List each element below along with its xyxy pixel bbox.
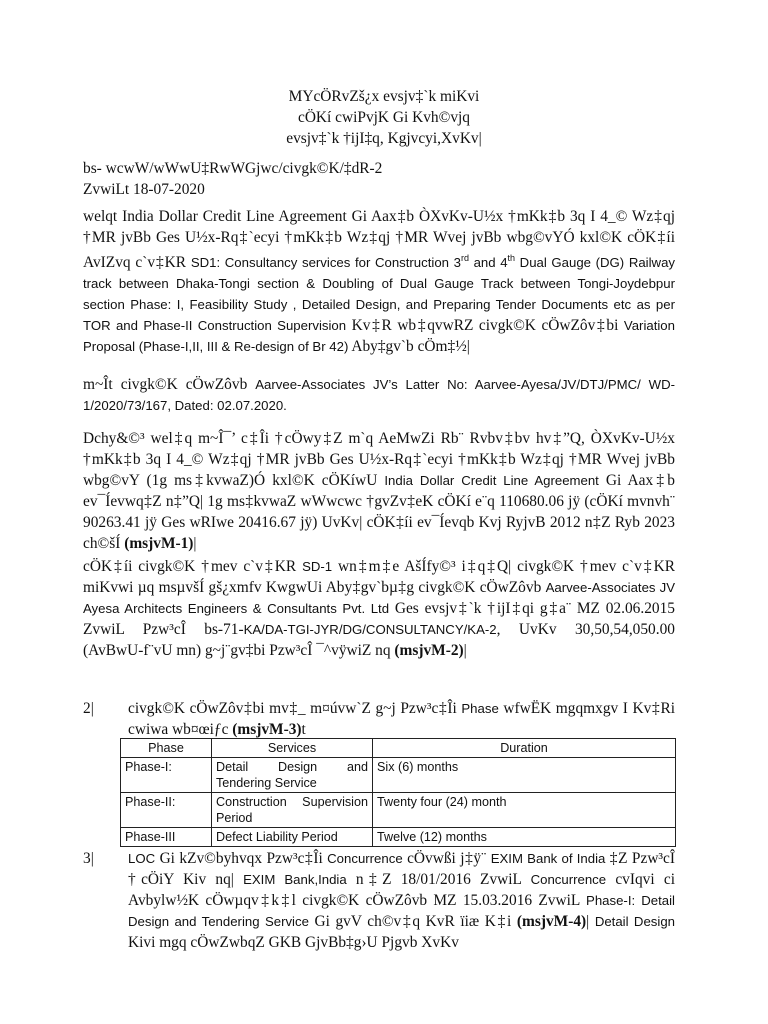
- para2-text-a: cÖK‡íi civgk©K †mev c`v‡KR: [83, 558, 303, 575]
- table-cell-phase: Phase-II:: [121, 793, 212, 828]
- reference-text: m~Ît civgk©K cÖwZôvb: [83, 376, 256, 393]
- memo-date: ZvwiLt 18-07-2020: [83, 181, 205, 198]
- item3-text-e: cvIqvi ci Avbylw½K cÖwµqv‡k‡l civgk©K cÖwZôvb MZ 15.03.2016 ZvwiL: [128, 871, 675, 909]
- table-cell-services: Detail Design and Tendering Service: [212, 758, 373, 793]
- item-3-number: 3|: [83, 850, 94, 867]
- para2-en-c: KA/DA-TGI-JYR/DG/CONSULTANCY/KA-2: [243, 622, 497, 637]
- phase-services-table: [120, 738, 676, 847]
- subject-en-c: Dual Gauge (DG) Railway track between Dhaka-Tongi section & Doubling of Dual Gauge Track between Tongi-Joydebpur section Phase: I, Feasibility Study , Detailed Design, and Preparing Tender Documents etc as per TOR and Phase-II Construction Supervision: [83, 255, 675, 334]
- item3-en-g: Detail Design: [594, 914, 675, 929]
- table-cell-duration: Six (6) months: [373, 758, 676, 793]
- subject-en-a: SD1: Consultancy services for Construction 3: [190, 255, 461, 271]
- table-header-row: [121, 739, 676, 758]
- table-cell-services: Defect Liability Period: [212, 828, 373, 847]
- subject-sup-1: rd: [460, 253, 469, 263]
- subject-text-c: Aby‡gv`b cÖm‡½|: [348, 338, 470, 356]
- table-header-duration: Duration: [373, 739, 676, 758]
- table-cell-duration: Twenty four (24) month: [373, 793, 676, 828]
- subject-sup-2: th: [507, 253, 516, 263]
- item2-en-a: Phase: [461, 701, 499, 716]
- table-cell-duration: Twelve (12) months: [373, 828, 676, 847]
- table-header-services: Services: [212, 739, 373, 758]
- item2-text-b: wfwËK mgqmxgv I Kv‡Ri cwiwa wb¤œiƒc: [128, 700, 675, 738]
- item2-end: t: [301, 721, 306, 738]
- para2-text-c: Ges evsjv‡`k †ijI‡qi g‡a¨ MZ 02.06.2015 ZvwiL Pzw³cÎ bs-71-: [83, 600, 675, 638]
- memo-number: bs- wcwW/wWwU‡RwWGjwc/civgk©K/‡dR-2: [83, 160, 383, 177]
- item3-en-a: LOC: [128, 851, 156, 866]
- table-header-phase: Phase: [121, 739, 212, 758]
- para1-end: |: [193, 535, 197, 552]
- item3-text-c: ‡Z Pzw³cÎ †cÖiY Kiv nq|: [128, 850, 675, 888]
- item3-en-f: Phase-I: Detail Design and Tendering Service: [128, 893, 675, 929]
- subject-text-b: Kv‡R wb‡qvwRZ civgk©K cÖwZôv‡bi: [346, 317, 624, 335]
- item-3-text: [128, 848, 675, 953]
- subject-en-b: and 4: [468, 255, 508, 271]
- para1-text-b: Gi Aax‡b ev¯Íevwq‡Z n‡”Q| 1g ms‡kvwaZ wWwcwc †gvZv‡eK cÖKí e¨q 110680.06 jÿ (cÖKí mvnvh¨ 90263.41 jÿ Ges wRIwe 20416.67 jÿ) UvKv| cÖK‡íi ev¯Íevqb Kvj RyjvB 2012 n‡Z Ryb 2023 ch©šÍ: [83, 472, 675, 552]
- item3-annex-ref: (msjvM-4): [516, 913, 587, 930]
- para2-en-a: SD-1: [302, 559, 333, 574]
- subject-text-a: welqt India Dollar Credit Line Agreement Gi Aax‡b ÒXvKv-U½x †mKk‡b 3q I 4_© Wz‡qj †MR jvBb Ges U½x-Rq‡`ecyi †mKk‡b Wz‡qj †MR Wvej jvBb wbg©vYÓ kxl©K cÖK‡íi AvIZvq c`v‡KR: [83, 208, 675, 272]
- table-cell-phase: Phase-I:: [121, 758, 212, 793]
- table-row: [121, 793, 676, 828]
- item3-text-g: |: [586, 913, 595, 930]
- item3-en-b: Concurrence: [327, 851, 403, 866]
- para2-text-b: wn‡m‡e AšÍfy©³ i‡q‡Q| civgk©K †mev c`v‡KR miKvwi µq msµvšÍ gš¿xmfv KwgwUi Aby‡gv`bµ‡g civgk©K cÖwZôvb: [83, 558, 676, 596]
- item2-text-a: civgk©K cÖwZôv‡bi mv‡_ m¤úvw`Z g~j Pzw³c‡Îi: [128, 700, 462, 717]
- para1-text-a: Dchy&©³ wel‡q m~Î¯’ c‡Îi †cÖwy‡Z m`q AeMwZi Rb¨ Rvbv‡bv hv‡”Q, ÒXvKv-U½x †mKk‡b 3q I 4_© Wz‡qj †MR jvBb Ges U½x-Rq‡`ecyi †mKk‡b Wz‡qj †MR Wvej jvBb wbg©vY (1g ms‡kvwaZ)Ó kxl©K cÖKíwU: [83, 430, 675, 489]
- item3-text-d: n‡Z 18/01/2016 ZvwiL: [346, 871, 531, 888]
- table-row: [121, 828, 676, 847]
- item2-annex-ref: (msjvM-3): [232, 721, 302, 738]
- letterhead: [0, 86, 768, 149]
- para2-en-b: Aarvee-Associates JV Ayesa Architects Engineers & Consultants Pvt. Ltd: [83, 580, 676, 616]
- paragraph-1: [83, 428, 675, 554]
- item3-en-d: EXIM Bank,India: [243, 872, 347, 887]
- item3-text-f: Gi gvV ch©v‡q KvR ïiæ K‡i: [308, 913, 517, 930]
- item3-text-b: cÖvwßi j‡ÿ¨: [402, 850, 491, 867]
- para2-end: |: [463, 642, 467, 659]
- para2-annex-ref: (msjvM-2): [394, 642, 464, 659]
- item3-text-a: Gi kZv©byhvqx Pzw³c‡Îi: [155, 850, 328, 867]
- letterhead-line-1: MYcÖRvZš¿x evsjv‡`k miKvi: [288, 88, 480, 105]
- item-2-text: [128, 698, 675, 740]
- letterhead-line-2: cÖKí cwiPvjK Gi Kvh©vjq: [297, 109, 470, 126]
- item3-en-c: EXIM Bank of India: [490, 851, 606, 866]
- para1-annex-ref: (msjvM-1): [124, 535, 194, 552]
- para1-en-a: India Dollar Credit Line Agreement: [384, 473, 599, 488]
- subject-en-d: Variation Proposal (Phase-I,II, III & Re-design of Br 42): [83, 318, 675, 355]
- table-cell-phase: Phase-III: [121, 828, 212, 847]
- reference-block: [83, 158, 675, 200]
- letterhead-line-3: evsjv‡`k †ijI‡q, Kgjvcyi,XvKv|: [286, 130, 482, 147]
- paragraph-2: [83, 556, 675, 661]
- para2-text-d: , UvKv 30,50,54,050.00 (AvBwU-f¨vU mn) g~j¨gv‡bi Pzw³cÎ ¯^vÿwiZ nq: [83, 621, 675, 659]
- table-row: [121, 758, 676, 793]
- reference-line: [83, 374, 675, 416]
- reference-letter-no: Aarvee-Associates JV’s Latter No: Aarvee-Ayesa/JV/DTJ/PMC/ WD-1/2020/73/167, Dated: 02.07.2020.: [83, 377, 675, 413]
- item-2-number: 2|: [83, 700, 94, 717]
- item3-en-e: Concurrence: [530, 872, 607, 887]
- item3-text-h: Kivi mgq cÖwZwbqZ GKB GjvBb‡g›U Pjgvb XvKv: [128, 934, 459, 951]
- table-cell-services: Construction Supervision Period: [212, 793, 373, 828]
- subject-paragraph: [83, 206, 675, 357]
